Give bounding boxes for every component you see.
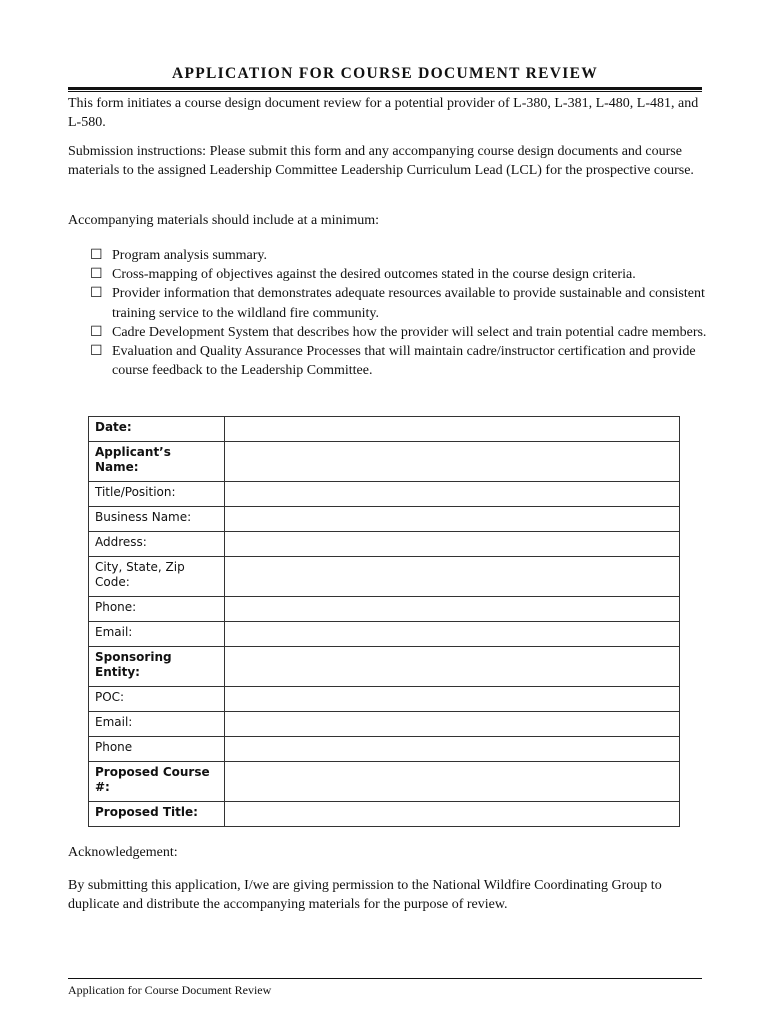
form-row bbox=[89, 557, 680, 597]
form-label: POC: bbox=[89, 687, 225, 712]
checklist-item bbox=[68, 323, 708, 342]
checklist-item bbox=[68, 284, 708, 322]
form-label: Email: bbox=[89, 622, 225, 647]
checkbox-icon[interactable]: ☐ bbox=[90, 324, 103, 340]
form-row bbox=[89, 712, 680, 737]
form-value-field[interactable] bbox=[225, 482, 680, 507]
checklist-item-text: Evaluation and Quality Assurance Processes that will maintain cadre/instructor certification and provide course feedback to the Leadership Committee. bbox=[112, 344, 696, 379]
form-value-field[interactable] bbox=[225, 647, 680, 687]
footer-rule bbox=[68, 978, 702, 979]
form-label: Proposed Title: bbox=[89, 802, 225, 827]
form-row bbox=[89, 687, 680, 712]
form-row bbox=[89, 442, 680, 482]
checkbox-icon[interactable]: ☐ bbox=[90, 248, 103, 263]
checkbox-icon[interactable]: ☐ bbox=[90, 267, 103, 283]
form-label: Proposed Course #: bbox=[89, 762, 225, 802]
form-label: Phone: bbox=[89, 597, 225, 622]
checklist-item-text: Provider information that demonstrates adequate resources available to provide sustainable and consistent training service to the wildland fire community. bbox=[112, 286, 705, 321]
acknowledgement-heading: Acknowledgement: bbox=[68, 845, 178, 860]
form-value-field[interactable] bbox=[225, 762, 680, 802]
form-row bbox=[89, 622, 680, 647]
checkbox-icon[interactable]: ☐ bbox=[90, 344, 103, 360]
form-label: City, State, Zip Code: bbox=[89, 557, 225, 597]
form-value-field[interactable] bbox=[225, 687, 680, 712]
page-title: APPLICATION FOR COURSE DOCUMENT REVIEW bbox=[171, 65, 599, 82]
form-label: Address: bbox=[89, 532, 225, 557]
form-value-field[interactable] bbox=[225, 802, 680, 827]
form-label: Phone bbox=[89, 737, 225, 762]
form-label: Email: bbox=[89, 712, 225, 737]
checklist-item bbox=[68, 342, 708, 380]
checklist-item-text: Program analysis summary. bbox=[112, 248, 268, 263]
form-value-field[interactable] bbox=[225, 557, 680, 597]
footer-text: Application for Course Document Review bbox=[68, 983, 272, 997]
title-rule-thin bbox=[68, 91, 702, 92]
title-rule-thick bbox=[68, 87, 702, 90]
checklist-item-text: Cadre Development System that describes how the provider will select and train potential cadre members. bbox=[112, 324, 707, 340]
form-row bbox=[89, 417, 680, 442]
form-value-field[interactable] bbox=[225, 532, 680, 557]
form-value-field[interactable] bbox=[225, 622, 680, 647]
form-label: Business Name: bbox=[89, 507, 225, 532]
form-value-field[interactable] bbox=[225, 507, 680, 532]
form-value-field[interactable] bbox=[225, 417, 680, 442]
form-row bbox=[89, 647, 680, 687]
materials-checklist bbox=[68, 246, 708, 380]
acknowledgement-text: By submitting this application, I/we are giving permission to the National Wildfire Coordinating Group to duplicate and distribute the accompanying materials for the purpose of review. bbox=[68, 878, 662, 912]
form-label: Date: bbox=[89, 417, 225, 442]
form-label: Sponsoring Entity: bbox=[89, 647, 225, 687]
checkbox-icon[interactable]: ☐ bbox=[90, 286, 103, 302]
form-row bbox=[89, 737, 680, 762]
intro-paragraph: This form initiates a course design document review for a potential provider of L-380, L-381, L-480, L-481, and L-580. bbox=[68, 96, 699, 130]
form-value-field[interactable] bbox=[225, 712, 680, 737]
form-row bbox=[89, 762, 680, 802]
checklist-item bbox=[68, 246, 708, 265]
form-row bbox=[89, 802, 680, 827]
form-label: Title/Position: bbox=[89, 482, 225, 507]
checklist-item bbox=[68, 265, 708, 284]
form-value-field[interactable] bbox=[225, 442, 680, 482]
submission-instructions: Submission instructions: Please submit this form and any accompanying course design documents and course materials to the assigned Leadership Committee Leadership Curriculum Lead (LCL) for the prospective course. bbox=[68, 144, 694, 178]
application-form-table bbox=[88, 416, 680, 827]
form-row bbox=[89, 507, 680, 532]
form-row bbox=[89, 482, 680, 507]
form-row bbox=[89, 532, 680, 557]
form-label: Applicant’s Name: bbox=[89, 442, 225, 482]
checklist-item-text: Cross-mapping of objectives against the desired outcomes stated in the course design criteria. bbox=[112, 267, 636, 283]
form-value-field[interactable] bbox=[225, 737, 680, 762]
form-value-field[interactable] bbox=[225, 597, 680, 622]
form-row bbox=[89, 597, 680, 622]
materials-heading: Accompanying materials should include at a minimum: bbox=[68, 213, 380, 228]
